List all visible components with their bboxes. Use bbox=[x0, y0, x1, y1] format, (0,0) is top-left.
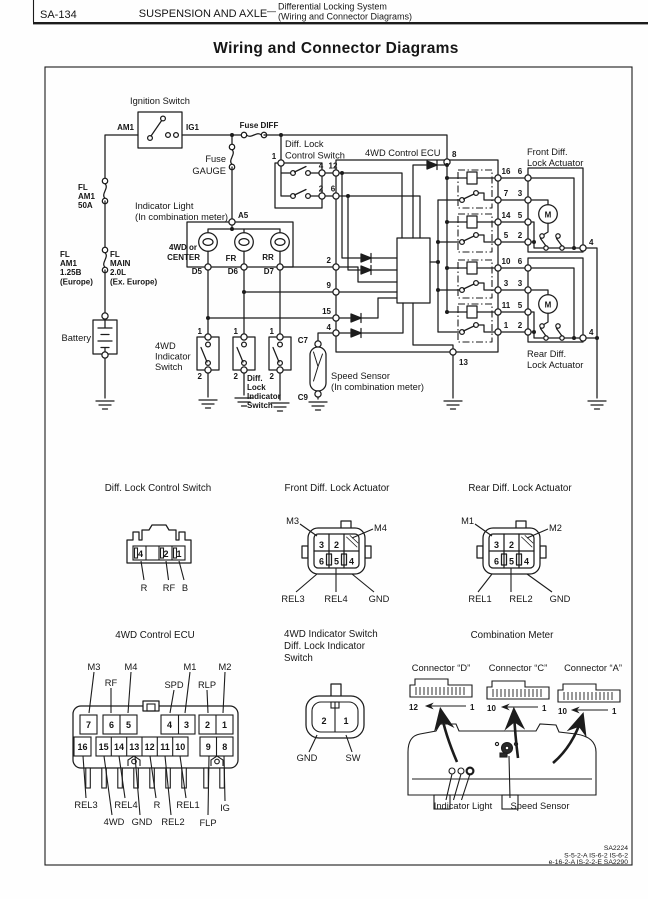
combo-connector-d: Connector “D” bbox=[411, 663, 471, 673]
a5-label: A5 bbox=[238, 211, 249, 220]
ecuconn-rlp: RLP bbox=[197, 680, 217, 690]
header-section: SUSPENSION AND AXLE bbox=[138, 8, 268, 20]
indsw-pin-1: 1 bbox=[343, 716, 349, 726]
ecuconn-pin-3: 3 bbox=[183, 720, 190, 730]
rear-gnd: GND bbox=[549, 594, 571, 604]
ecuconn-m2: M2 bbox=[218, 662, 232, 672]
dlcs-t2: 2 bbox=[318, 184, 324, 194]
ecuconn-m1: M1 bbox=[183, 662, 197, 672]
ecuconn-flp: FLP bbox=[199, 818, 217, 828]
rear-rel2: REL2 bbox=[509, 594, 533, 604]
pair-r1-ecu: 10 bbox=[501, 257, 511, 266]
sw4wd-line2: Indicator bbox=[155, 351, 191, 362]
dlis-line2: Lock bbox=[247, 383, 266, 392]
combo-connector-a: Connector “A” bbox=[564, 663, 622, 673]
speed-sensor-label-1: Speed Sensor bbox=[331, 371, 390, 381]
connector-indsw-title-3: Switch bbox=[284, 653, 313, 664]
footer-code-2: S-5-2-A IS-6-2 IS-6-2 bbox=[564, 852, 628, 860]
pair-f3-act: 5 bbox=[517, 211, 523, 220]
connector-indsw-title-2: Diff. Lock Indicator bbox=[284, 641, 365, 652]
footer-codes bbox=[549, 845, 629, 866]
combo-indicator-light: Indicator Light bbox=[433, 801, 493, 811]
d7-label: D7 bbox=[263, 267, 274, 276]
front-motor-m: M bbox=[544, 210, 552, 220]
dlcs-pin-1: 1 bbox=[176, 549, 182, 559]
footer-code-3: e-16-2-A IS-2-2-E SA2290 bbox=[548, 859, 628, 866]
d5-label: D5 bbox=[191, 267, 202, 276]
combo-a-from: 10 bbox=[558, 707, 567, 716]
dlcs-t4: 4 bbox=[318, 161, 324, 171]
connector-rear-actuator bbox=[461, 483, 572, 604]
dlcs-wire-r: R bbox=[140, 583, 148, 593]
front-pin-3: 3 bbox=[318, 540, 325, 550]
dlcs-wire-rf: RF bbox=[162, 583, 176, 593]
ecuconn-pin-15: 15 bbox=[98, 742, 109, 752]
connector-front-title: Front Diff. Lock Actuator bbox=[284, 483, 390, 494]
rear-motor-m: M bbox=[544, 300, 552, 310]
lamp-4wd-label-2: CENTER bbox=[167, 253, 200, 262]
speed-sensor-label-2: (In combination meter) bbox=[331, 382, 425, 392]
sw4wd-line3: Switch bbox=[155, 362, 183, 372]
lamp-rr-label: RR bbox=[262, 253, 274, 262]
dlcs-label-1: Diff. Lock bbox=[285, 139, 324, 149]
ecuconn-pin-13: 13 bbox=[129, 742, 140, 752]
ecuconn-pin-1: 1 bbox=[221, 720, 228, 730]
connector-front-actuator bbox=[281, 483, 390, 604]
header-rule bbox=[33, 22, 648, 24]
connector-ecu bbox=[73, 630, 238, 828]
d6-label: D6 bbox=[227, 267, 238, 276]
dlcs-label-2: Control Switch bbox=[285, 150, 345, 161]
ecuconn-rel3: REL3 bbox=[74, 800, 98, 810]
page-code: SA-134 bbox=[40, 9, 77, 21]
pair-f1-act: 6 bbox=[517, 167, 523, 176]
rear-pin-6: 6 bbox=[493, 556, 500, 567]
front-pin-2: 2 bbox=[333, 540, 340, 550]
fuse-gauge-label-1: Fuse bbox=[205, 154, 226, 164]
rear-pin-3: 3 bbox=[493, 540, 500, 550]
ecu-t8: 8 bbox=[452, 150, 457, 159]
rear-m1: M1 bbox=[461, 516, 474, 526]
rear-m2: M2 bbox=[549, 523, 562, 533]
c7-label: C7 bbox=[297, 336, 308, 345]
dlcs-t1: 1 bbox=[271, 152, 277, 161]
dlis-line4: Switch bbox=[247, 401, 273, 410]
rear-pin-5: 5 bbox=[508, 556, 515, 567]
rear-pin-4: 4 bbox=[523, 556, 530, 567]
ecu-left-2: 2 bbox=[326, 256, 331, 265]
pair-r2-act: 3 bbox=[517, 279, 523, 288]
ecuconn-pin-4: 4 bbox=[166, 720, 173, 730]
front-m3: M3 bbox=[286, 516, 299, 526]
ignition-switch-label: Ignition Switch bbox=[130, 96, 190, 106]
sw1-t2: 2 bbox=[197, 372, 202, 381]
ecu-t13: 13 bbox=[459, 358, 468, 367]
ecuconn-pin-10: 10 bbox=[175, 742, 186, 752]
front-pin-6: 6 bbox=[318, 556, 325, 567]
connector-dlcs bbox=[105, 483, 212, 593]
ecuconn-m4: M4 bbox=[124, 662, 138, 672]
ecuconn-pin-11: 11 bbox=[160, 742, 170, 752]
sw2-t1: 1 bbox=[233, 327, 238, 336]
dlcs-wire-b: B bbox=[181, 583, 189, 593]
pair-f1-ecu: 16 bbox=[501, 167, 511, 176]
header-separator: — bbox=[267, 6, 276, 16]
front-pin-5: 5 bbox=[333, 556, 340, 567]
battery-label: Battery bbox=[61, 333, 91, 343]
ecuconn-pin-8: 8 bbox=[222, 742, 228, 752]
pair-f2-act: 3 bbox=[517, 189, 523, 198]
combo-c-from: 10 bbox=[487, 704, 496, 713]
rear-rel1: REL1 bbox=[468, 594, 492, 604]
front-actuator-label-1: Front Diff. bbox=[527, 147, 568, 157]
connector-indicator-switch bbox=[284, 629, 378, 763]
fl1-line1: FL bbox=[78, 183, 88, 192]
pair-f4-act: 2 bbox=[517, 231, 523, 240]
combo-speed-sensor: Speed Sensor bbox=[510, 801, 570, 811]
front-rel4: REL4 bbox=[324, 594, 348, 604]
footer-code-1: SA2224 bbox=[603, 845, 628, 852]
fl2-line4: (Europe) bbox=[60, 277, 93, 287]
pair-r1-act: 6 bbox=[517, 257, 523, 266]
fl3-line3: 2.0L bbox=[110, 268, 127, 277]
ecu-t6: 6 bbox=[330, 184, 336, 194]
ecuconn-gnd: GND bbox=[131, 817, 153, 827]
ecuconn-ig: IG bbox=[220, 803, 230, 813]
ecu-left-9: 9 bbox=[326, 281, 331, 290]
connector-dlcs-title: Diff. Lock Control Switch bbox=[104, 483, 212, 494]
dlcs-pin-4: 4 bbox=[137, 549, 144, 559]
pair-f2-ecu: 7 bbox=[503, 189, 509, 198]
sw2-t2: 2 bbox=[233, 372, 238, 381]
ecuconn-pin-5: 5 bbox=[125, 720, 132, 730]
pair-r2-ecu: 3 bbox=[503, 279, 509, 288]
indsw-gnd: GND bbox=[296, 753, 318, 763]
ecuconn-pin-7: 7 bbox=[85, 720, 92, 730]
indicator-light-label-2: (In combination meter) bbox=[135, 212, 229, 222]
header-subtitle-1: Differential Locking System bbox=[278, 1, 387, 12]
combo-d-to: 1 bbox=[470, 703, 475, 712]
pair-r3-act: 5 bbox=[517, 301, 523, 310]
ecu-label: 4WD Control ECU bbox=[365, 148, 441, 158]
indsw-pin-2: 2 bbox=[321, 716, 327, 726]
fl3-line2: MAIN bbox=[110, 259, 131, 268]
fl3-line4: (Ex. Europe) bbox=[110, 277, 158, 287]
ecuconn-pin-2: 2 bbox=[204, 720, 211, 730]
front-gnd: GND bbox=[368, 594, 390, 604]
pair-r3-ecu: 11 bbox=[501, 301, 511, 310]
ecuconn-spd: SPD bbox=[164, 680, 184, 690]
fl3-line1: FL bbox=[110, 250, 120, 259]
combo-title: Combination Meter bbox=[470, 630, 554, 641]
pair-f4-ecu: 5 bbox=[503, 231, 509, 240]
c9-label: C9 bbox=[297, 393, 308, 402]
pair-r4-ecu: 1 bbox=[503, 321, 509, 330]
front-actuator-label-2: Lock Actuator bbox=[527, 158, 584, 168]
combo-c-to: 1 bbox=[542, 704, 547, 713]
dlis-line1: Diff. bbox=[247, 374, 263, 383]
ecuconn-rel4: REL4 bbox=[114, 800, 138, 810]
fl1-line2: AM1 bbox=[78, 192, 95, 201]
pair-r4-act: 2 bbox=[517, 321, 523, 330]
ecuconn-rel1: REL1 bbox=[176, 800, 200, 810]
pair-f3-ecu: 14 bbox=[501, 211, 511, 220]
fl2-line1: FL bbox=[60, 250, 70, 259]
rear-t4: 4 bbox=[589, 328, 594, 337]
page-title: Wiring and Connector Diagrams bbox=[213, 40, 459, 57]
ecuconn-pin-9: 9 bbox=[205, 742, 211, 752]
indsw-sw: SW bbox=[345, 753, 361, 763]
indicator-light-label-1: Indicator Light bbox=[135, 201, 194, 211]
fuse-diff-label: Fuse DIFF bbox=[239, 121, 279, 130]
fl1-line3: 50A bbox=[78, 201, 93, 210]
combo-a-to: 1 bbox=[612, 707, 617, 716]
connector-rear-title: Rear Diff. Lock Actuator bbox=[468, 483, 572, 494]
ecuconn-rel2: REL2 bbox=[161, 817, 185, 827]
ecuconn-m3: M3 bbox=[87, 662, 101, 672]
lamp-4wd-label-1: 4WD or bbox=[169, 243, 197, 252]
combo-d-from: 12 bbox=[409, 703, 418, 712]
sw3-t2: 2 bbox=[269, 372, 274, 381]
sw4wd-line1: 4WD bbox=[155, 341, 176, 351]
ig1-label: IG1 bbox=[186, 123, 199, 132]
meter-rear-view bbox=[408, 724, 596, 809]
front-pin-4: 4 bbox=[348, 556, 355, 567]
ecuconn-r: R bbox=[153, 800, 161, 810]
rear-actuator-label-2: Lock Actuator bbox=[527, 360, 584, 370]
rear-actuator-label-1: Rear Diff. bbox=[527, 349, 567, 359]
combo-connector-c: Connector “C” bbox=[488, 663, 548, 673]
fuse-gauge-label-2: GAUGE bbox=[192, 166, 226, 176]
ecuconn-pin-14: 14 bbox=[113, 742, 125, 752]
ecu-left-15: 15 bbox=[322, 307, 331, 316]
sw1-t1: 1 bbox=[197, 327, 202, 336]
connector-indsw-title-1: 4WD Indicator Switch bbox=[284, 629, 378, 640]
sw3-t1: 1 bbox=[269, 327, 274, 336]
ecuconn-4wd: 4WD bbox=[103, 817, 125, 827]
rear-pin-2: 2 bbox=[508, 540, 515, 550]
front-rel3: REL3 bbox=[281, 594, 305, 604]
ecu-left-4: 4 bbox=[326, 323, 331, 332]
combination-meter bbox=[408, 630, 622, 811]
dlcs-pin-2: 2 bbox=[163, 549, 169, 559]
dlis-line3: Indicator bbox=[247, 392, 281, 401]
front-t4: 4 bbox=[589, 238, 594, 247]
connector-ecu-title: 4WD Control ECU bbox=[115, 630, 195, 641]
fl2-line2: AM1 bbox=[60, 259, 77, 268]
front-m4: M4 bbox=[374, 523, 387, 533]
header-subtitle-2: (Wiring and Connector Diagrams) bbox=[278, 11, 413, 22]
am1-label: AM1 bbox=[117, 123, 134, 132]
fl2-line3: 1.25B bbox=[60, 268, 82, 277]
ecuconn-pin-12: 12 bbox=[144, 742, 155, 752]
ecuconn-pin-16: 16 bbox=[77, 742, 88, 752]
ecuconn-pin-6: 6 bbox=[108, 720, 115, 730]
page-header bbox=[33, 0, 648, 24]
ecu-t12: 12 bbox=[328, 161, 338, 171]
ecuconn-rf: RF bbox=[104, 678, 118, 688]
lamp-fr-label: FR bbox=[225, 254, 237, 263]
